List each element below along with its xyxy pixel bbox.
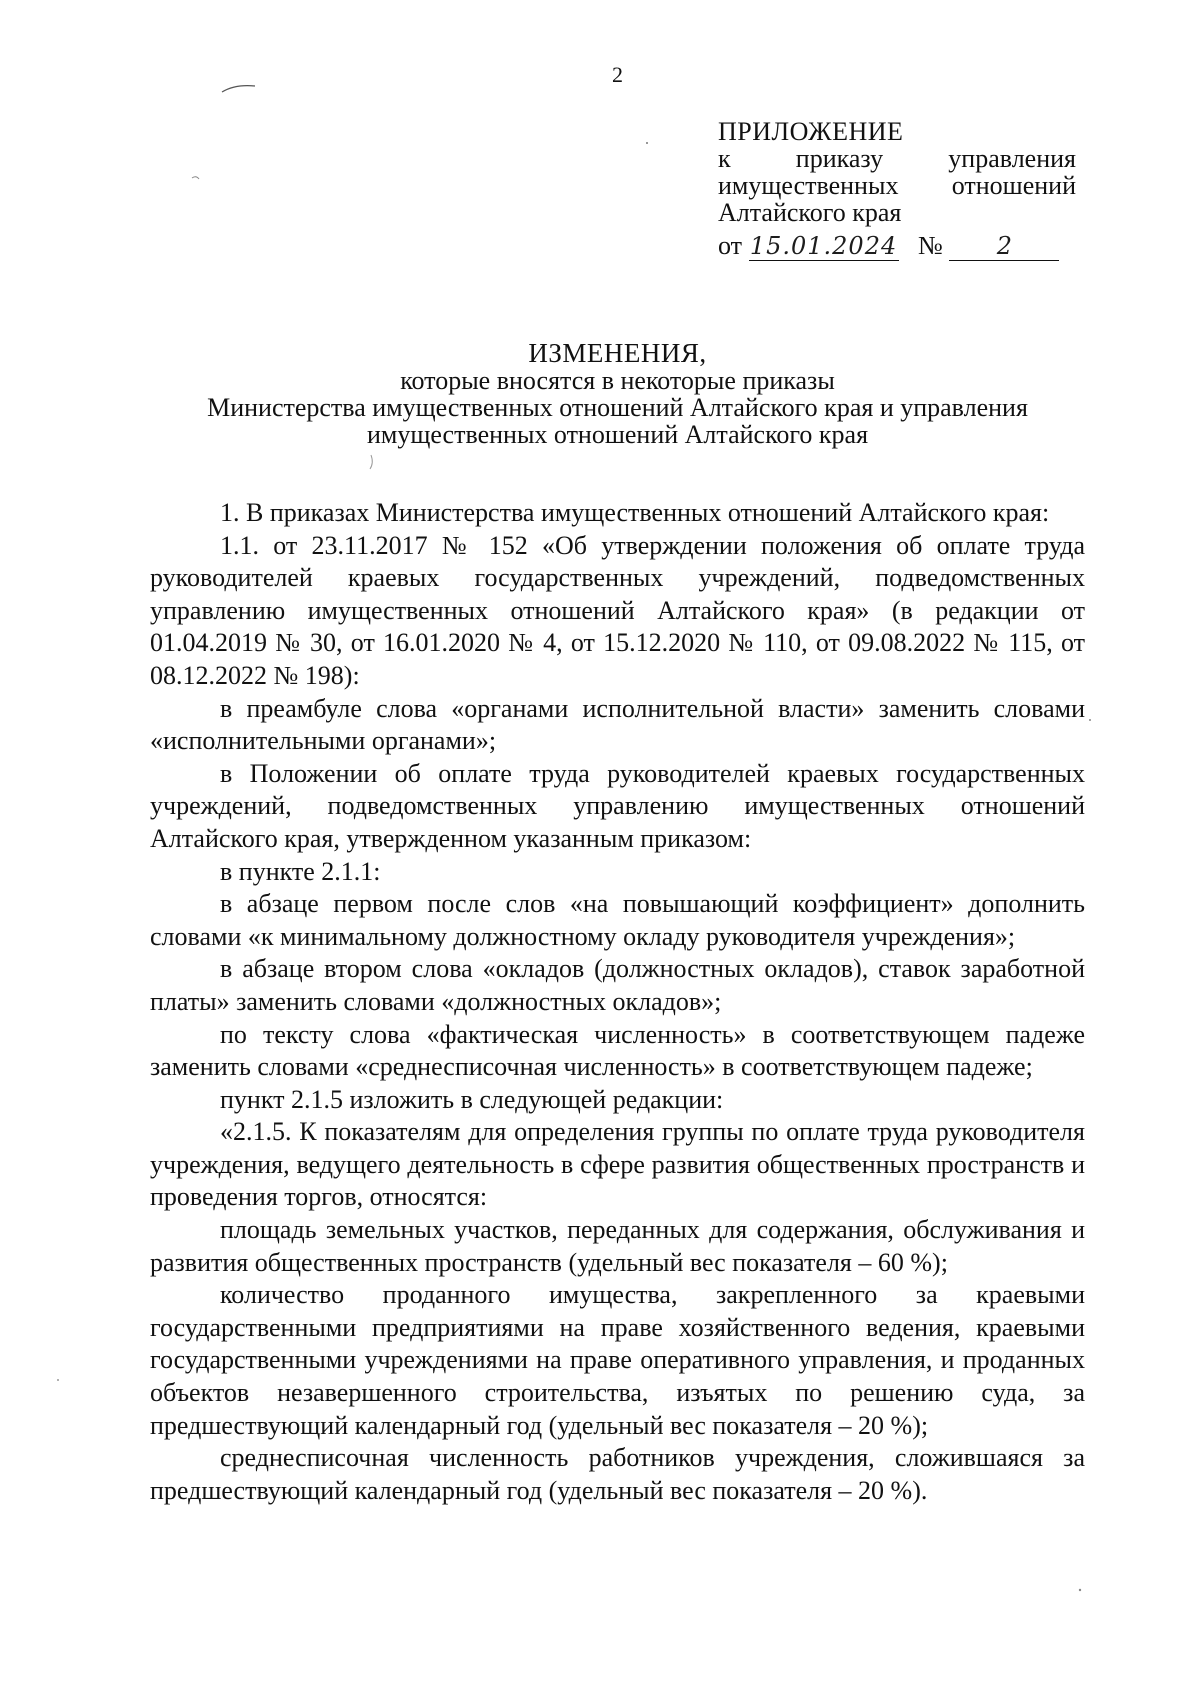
paragraph-5: в пункте 2.1.1: [220, 856, 381, 886]
title-line-1: которые вносятся в некоторые приказы [400, 366, 835, 395]
paragraph-8: по тексту слова «фактическая численность» в соответствующем падеже заменить словами «среднесписочная численность» в соответствующем падеже; [150, 1019, 1085, 1082]
document-body [150, 497, 1085, 1507]
handwritten-number: 2 [949, 233, 1059, 261]
paragraph-3: в преамбуле слова «органами исполнительной власти» заменить словами «исполнительными органами»; [150, 693, 1085, 756]
paragraph-9: пункт 2.1.5 изложить в следующей редакции: [220, 1084, 724, 1114]
paragraph-13: среднесписочная численность работников учреждения, сложившаяся за предшествующий календарный год (удельный вес показателя – 20 %). [150, 1443, 1085, 1505]
paragraph-2: 1.1. от 23.11.2017 № 152 «Об утверждении положения об оплате труда руководителей краевых государственных учреждений, подведомственных управлению имущественных отношений Алтайского края» (в редакции от 01.04.2019 № 30, от 16.01.2020 № 4, от 15.12.2020 № 110, от 09.08.2022 № 115, от 08.12.2022 № 198): [150, 530, 1085, 690]
appendix-text: к приказу управления имущественных отношений Алтайского края [718, 144, 1076, 227]
number-prefix: № [918, 231, 943, 260]
title-line-2: Министерства имущественных отношений Алтайского края и управления [207, 393, 1028, 422]
document-title-block [150, 340, 1085, 448]
paragraph-7: в абзаце втором слова «окладов (должностных окладов), ставок заработной платы» заменить словами «должностных окладов»; [150, 954, 1085, 1016]
handwritten-date: 15.01.2024 [749, 232, 898, 260]
paragraph-4: в Положении об оплате труда руководителей краевых государственных учреждений, подведомственных управлению имущественных отношений Алтайского края, утвержденном указанным приказом: [150, 758, 1085, 853]
paragraph-6: в абзаце первом после слов «на повышающий коэффициент» дополнить словами «к минимальному должностному окладу руководителя учреждения»; [150, 889, 1085, 951]
page-number: 2 [612, 62, 623, 87]
appendix-block [718, 118, 1076, 261]
appendix-date-number-row [718, 232, 1076, 261]
title-line-3: имущественных отношений Алтайского края [366, 420, 869, 449]
paragraph-12: количество проданного имущества, закрепленного за краевыми государственными предприятиями на праве хозяйственного ведения, краевыми государственными учреждениями на праве оперативного управления, и проданных объектов незавершенного строительства, изъятых по решению суда, за предшествующий календарный год (удельный вес показателя – 20 %); [150, 1280, 1085, 1440]
paragraph-1: 1. В приказах Министерства имущественных отношений Алтайского края: [220, 498, 1050, 527]
paragraph-11: площадь земельных участков, переданных для содержания, обслуживания и развития общественных пространств (удельный вес показателя – 60 %); [150, 1215, 1085, 1277]
document-title: ИЗМЕНЕНИЯ, [528, 338, 707, 368]
date-prefix: от [718, 231, 743, 260]
paragraph-10: «2.1.5. К показателям для определения группы по оплате труда руководителя учреждения, ведущего деятельность в сфере развития общественных пространств и проведения торгов, относятся: [150, 1117, 1085, 1212]
appendix-heading: ПРИЛОЖЕНИЕ [718, 117, 904, 146]
